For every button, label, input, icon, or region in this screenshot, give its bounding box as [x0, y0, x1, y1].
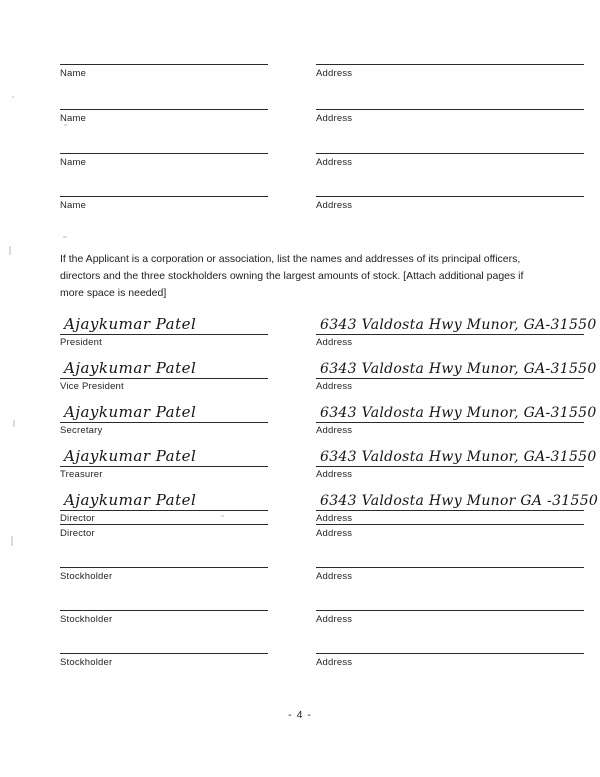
director-name-rule: [60, 510, 268, 511]
stockholder-3-name-field[interactable]: [60, 653, 268, 668]
stockholder-1-address-field[interactable]: [316, 567, 584, 582]
stockholder-caption: Stockholder: [60, 571, 113, 582]
name-field-4[interactable]: [60, 196, 268, 211]
blank-name-row: [0, 196, 600, 242]
name-caption: Name: [60, 113, 87, 124]
vice-president-name-handwriting: Ajaykumar Patel: [64, 359, 197, 377]
blank-name-row: [0, 153, 600, 199]
vice-president-address-field[interactable]: [316, 349, 597, 392]
director-caption: Director: [60, 513, 95, 524]
stockholder-caption: Stockholder: [60, 657, 113, 668]
secretary-caption: Secretary: [60, 425, 103, 436]
officer-row-president: [0, 305, 600, 351]
blank-director-row: [0, 524, 600, 570]
secretary-address-field[interactable]: [316, 393, 597, 436]
director-address-handwriting: 6343 Valdosta Hwy Munor GA -31550: [320, 493, 599, 509]
blank-name-row: [0, 64, 600, 110]
address-field-2[interactable]: [316, 109, 584, 124]
vice-president-caption: Vice President: [60, 381, 124, 392]
secretary-address-rule: [316, 422, 584, 423]
secretary-name-handwriting: Ajaykumar Patel: [64, 403, 197, 421]
stockholder-caption: Stockholder: [60, 614, 113, 625]
treasurer-name-rule: [60, 466, 268, 467]
address-caption: Address: [316, 113, 353, 124]
officer-row-treasurer: [0, 437, 600, 483]
treasurer-caption: Treasurer: [60, 469, 103, 480]
officer-row-secretary: [0, 393, 600, 439]
secretary-name-field[interactable]: [60, 393, 268, 436]
president-name-handwriting: Ajaykumar Patel: [64, 315, 197, 333]
blank-name-row: [0, 109, 600, 155]
president-name-rule: [60, 334, 268, 335]
stockholder-2-address-field[interactable]: [316, 610, 584, 625]
vice-president-name-field[interactable]: [60, 349, 268, 392]
address-field-1[interactable]: [316, 64, 584, 79]
name-caption: Name: [60, 68, 87, 79]
secretary-name-rule: [60, 422, 268, 423]
stockholder-3-address-field[interactable]: [316, 653, 584, 668]
director-address-rule: [316, 510, 584, 511]
vice-president-address-handwriting: 6343 Valdosta Hwy Munor, GA-31550: [320, 361, 597, 377]
director-address-field[interactable]: [316, 481, 599, 524]
address-field-4[interactable]: [316, 196, 584, 211]
officer-row-vice-president: [0, 349, 600, 395]
blank-stockholder-row: [0, 567, 600, 613]
treasurer-address-handwriting: 6343 Valdosta Hwy Munor, GA-31550: [320, 449, 597, 465]
director-caption: Director: [60, 528, 95, 539]
address-caption: Address: [316, 513, 353, 524]
treasurer-address-rule: [316, 466, 584, 467]
president-caption: President: [60, 337, 102, 348]
treasurer-address-field[interactable]: [316, 437, 597, 480]
vice-president-address-rule: [316, 378, 584, 379]
address-caption: Address: [316, 68, 353, 79]
address-caption: Address: [316, 157, 353, 168]
president-name-field[interactable]: [60, 305, 268, 348]
stockholder-1-name-field[interactable]: [60, 567, 268, 582]
director-name-handwriting: Ajaykumar Patel: [64, 491, 197, 509]
stockholder-2-name-field[interactable]: [60, 610, 268, 625]
address-caption: Address: [316, 425, 353, 436]
name-caption: Name: [60, 200, 87, 211]
address-caption: Address: [316, 337, 353, 348]
secretary-address-handwriting: 6343 Valdosta Hwy Munor, GA-31550: [320, 405, 597, 421]
address-caption: Address: [316, 614, 353, 625]
president-address-field[interactable]: [316, 305, 597, 348]
address-caption: Address: [316, 571, 353, 582]
scan-speck: [9, 246, 11, 255]
instruction-paragraph: If the Applicant is a corporation or association, list the names and addresses of its principal officers, directors and the three stockholders owning the largest amounts of stock. [Attach additional pages if more space is needed]: [60, 253, 524, 299]
address-field-3[interactable]: [316, 153, 584, 168]
president-address-rule: [316, 334, 584, 335]
treasurer-name-field[interactable]: [60, 437, 268, 480]
name-field-1[interactable]: [60, 64, 268, 79]
director-2-name-field[interactable]: [60, 524, 268, 539]
name-field-3[interactable]: [60, 153, 268, 168]
blank-stockholder-row: [0, 610, 600, 656]
director-2-address-field[interactable]: [316, 524, 584, 539]
vice-president-name-rule: [60, 378, 268, 379]
page-number: - 4 -: [288, 709, 312, 721]
address-caption: Address: [316, 200, 353, 211]
officer-row-director: [0, 481, 600, 527]
address-caption: Address: [316, 528, 353, 539]
name-caption: Name: [60, 157, 87, 168]
address-caption: Address: [316, 469, 353, 480]
director-name-field[interactable]: [60, 481, 268, 524]
president-address-handwriting: 6343 Valdosta Hwy Munor, GA-31550: [320, 317, 597, 333]
blank-stockholder-row: [0, 653, 600, 699]
treasurer-name-handwriting: Ajaykumar Patel: [64, 447, 197, 465]
address-caption: Address: [316, 381, 353, 392]
name-field-2[interactable]: [60, 109, 268, 124]
address-caption: Address: [316, 657, 353, 668]
